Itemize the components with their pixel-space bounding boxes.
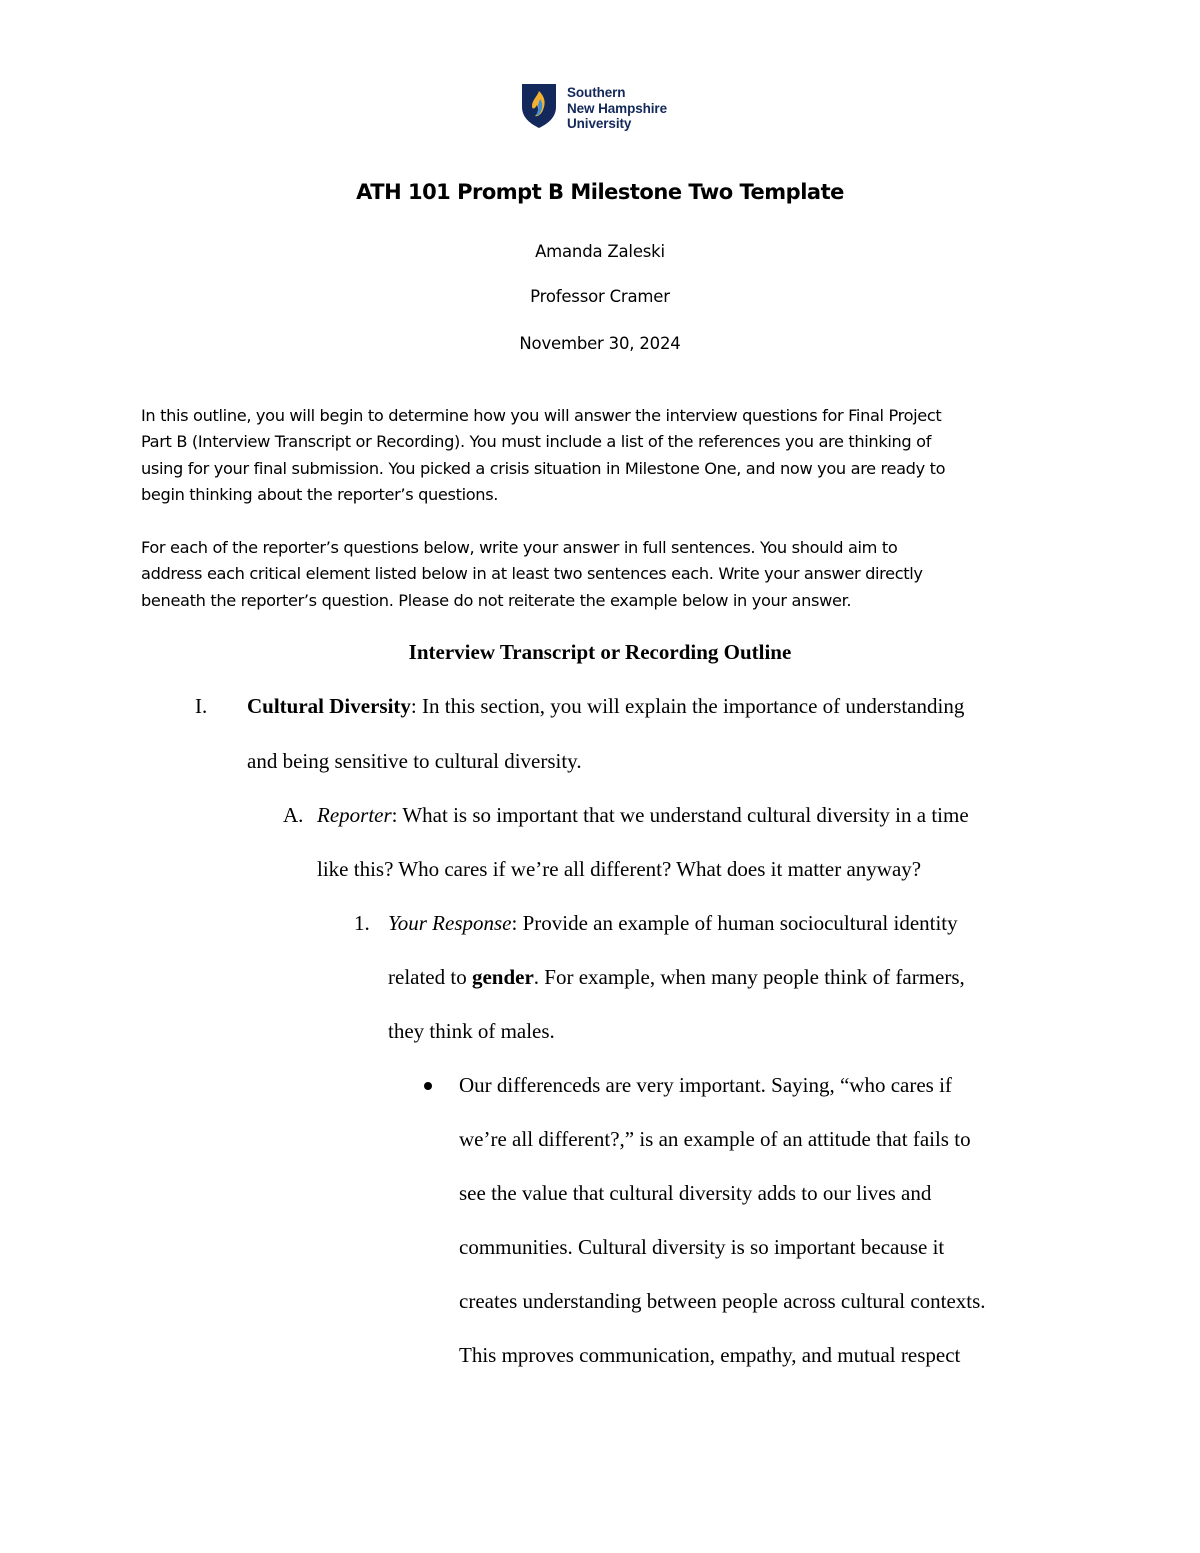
response-text-2b: . For example, when many people think of farmers, xyxy=(533,965,965,989)
instructions-line: For each of the reporter’s questions below, write your answer in full sentences. You should aim to xyxy=(141,538,898,557)
logo-line-2: New Hampshire xyxy=(567,100,667,116)
intro-line: begin thinking about the reporter’s questions. xyxy=(141,484,499,504)
answer-line: Our differenceds are very important. Saying, “who cares if xyxy=(459,1073,952,1097)
response-label: Your Response xyxy=(388,911,512,935)
response-line-1 xyxy=(388,911,958,936)
answer-line: we’re all different?,” is an example of an attitude that fails to xyxy=(459,1127,971,1151)
section-line-1 xyxy=(247,694,964,719)
section-numeral: I. xyxy=(195,694,208,718)
question-line-2: like this? Who cares if we’re all different? What does it matter anyway? xyxy=(317,857,922,881)
response-number: 1. xyxy=(354,911,370,935)
answer-line: see the value that cultural diversity adds to our lives and xyxy=(459,1181,932,1205)
section-line-2: and being sensitive to cultural diversity. xyxy=(247,749,582,773)
logo-wordmark xyxy=(567,85,667,132)
professor-name: Professor Cramer xyxy=(530,287,670,306)
logo-line-3: University xyxy=(567,116,632,131)
instructions-paragraph xyxy=(141,535,1071,614)
document-title: ATH 101 Prompt B Milestone Two Template xyxy=(356,180,844,204)
reporter-label: Reporter xyxy=(317,803,392,827)
response-line-3: they think of males. xyxy=(388,1019,555,1043)
author-name: Amanda Zaleski xyxy=(535,242,665,261)
section-heading: Cultural Diversity xyxy=(247,694,411,718)
response-line-2 xyxy=(388,965,965,990)
question-letter: A. xyxy=(283,803,304,827)
question-text-1: : What is so important that we understand cultural diversity in a time xyxy=(391,803,969,827)
instructions-line: address each critical element listed below in at least two sentences each. Write your answer directly xyxy=(141,564,923,584)
outline-title: Interview Transcript or Recording Outline xyxy=(408,640,792,664)
section-text-1: : In this section, you will explain the importance of understanding xyxy=(410,694,965,718)
bullet-icon xyxy=(424,1082,432,1090)
document-date: November 30, 2024 xyxy=(519,334,681,353)
instructions-line: beneath the reporter’s question. Please do not reiterate the example below in your answer. xyxy=(141,590,852,610)
logo-line-1: Southern xyxy=(567,85,626,100)
intro-paragraph xyxy=(141,403,1071,508)
response-text-2-bold: gender xyxy=(471,965,534,989)
response-text-2a: related to xyxy=(388,965,472,989)
intro-line: Part B (Interview Transcript or Recording). You must include a list of the references you are thinking of xyxy=(141,432,932,452)
intro-line: In this outline, you will begin to determine how you will answer the interview questions for Final Project xyxy=(141,406,942,425)
answer-line: communities. Cultural diversity is so important because it xyxy=(459,1235,945,1259)
shield-flame-icon xyxy=(521,83,557,129)
answer-line: creates understanding between people across cultural contexts. xyxy=(459,1289,986,1313)
answer-line: This mproves communication, empathy, and mutual respect xyxy=(459,1343,961,1367)
question-line-1 xyxy=(317,803,969,828)
intro-line: using for your final submission. You picked a crisis situation in Milestone One, and now you are ready to xyxy=(141,458,946,478)
response-text-1: : Provide an example of human sociocultural identity xyxy=(511,911,958,935)
snhu-logo xyxy=(521,83,667,131)
